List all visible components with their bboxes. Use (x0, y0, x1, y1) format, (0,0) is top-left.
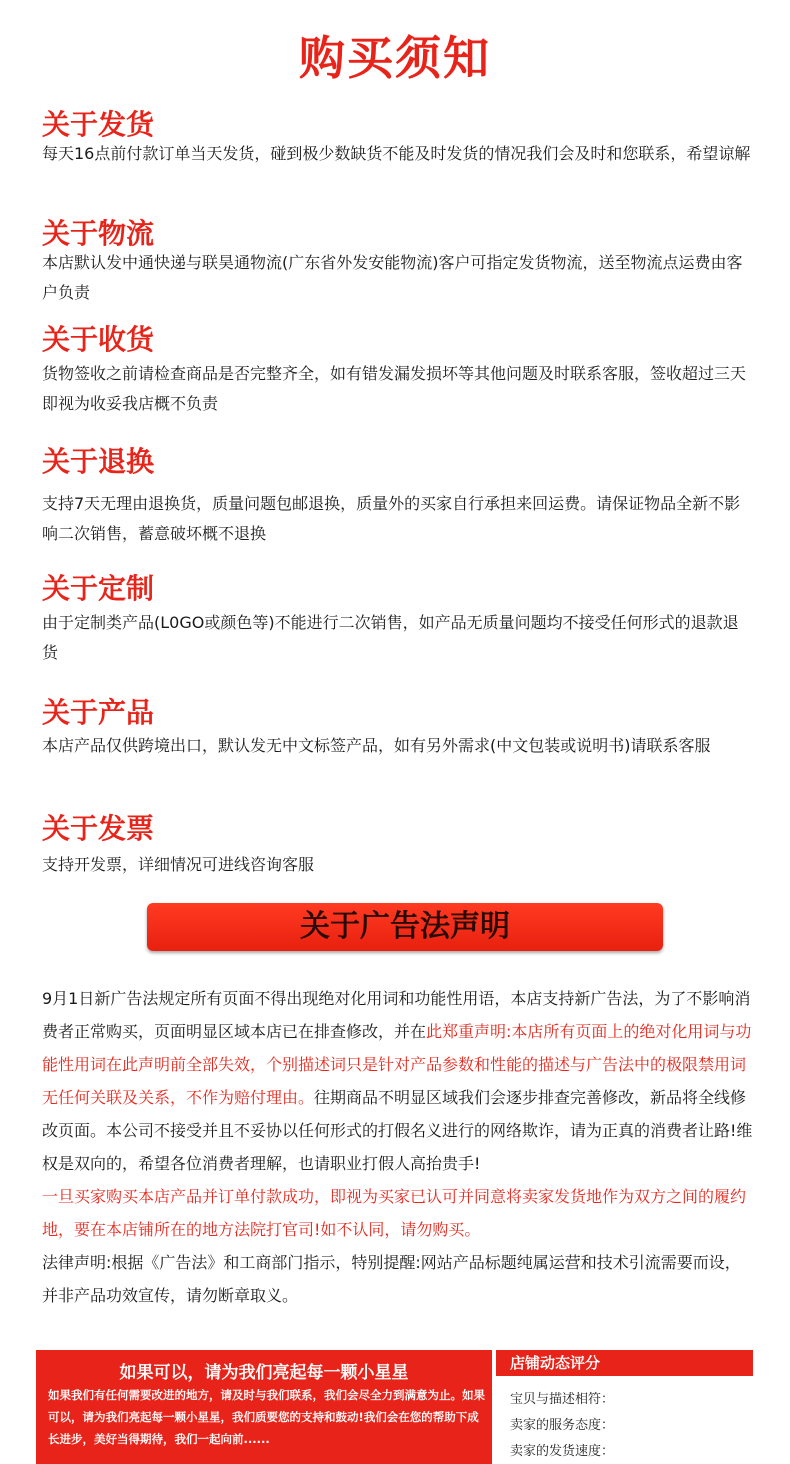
rating-service-attitude: 卖家的服务态度： (510, 1418, 615, 1433)
section-heading-shipping: 关于发货 (42, 108, 155, 141)
section-text-products: 本店产品仅供跨境出口，默认发无中文标签产品，如有另外需求(中文包装或说明书)请联系客服 (42, 736, 711, 755)
section-heading-logistics: 关于物流 (42, 217, 155, 250)
section-heading-products: 关于产品 (42, 696, 155, 729)
rating-shipping-speed: 卖家的发货速度： (510, 1444, 615, 1459)
section-text-shipping: 每天16点前付款订单当天发货，碰到极少数缺货不能及时发货的情况我们会及时和您联系，希望谅解 (42, 144, 751, 163)
shop-rating-panel (496, 1350, 753, 1464)
section-text-logistics: 本店默认发中通快递与联昊通物流(广东省外发安能物流)客户可指定发货物流，送至物流点运费由客户负责 (42, 253, 743, 302)
section-text-receiving: 货物签收之前请检查商品是否完整齐全，如有错发漏发损坏等其他问题及时联系客服，签收超过三天即视为收妥我店概不负责 (42, 364, 747, 413)
ad-law-statement (42, 982, 754, 1312)
ad-law-text-continued: 往期商品不明显区域我们会逐步排查完善修改，新品将全线修改页面。本公司不接受并且不妥协以任何形式的打假名义进行的网络欺诈，请为正真的消费者让路!维权是双向的，希望各位消费者理解，也请职业打假人高抬贵手! (42, 1088, 753, 1173)
page-title: 购买须知 (299, 31, 491, 85)
appeal-title: 如果可以，请为我们亮起每一颗小星星 (119, 1363, 409, 1383)
section-text-custom: 由于定制类产品(L0GO或颜色等)不能进行二次销售，如产品无质量问题均不接受任何形式的退款退货 (42, 613, 739, 662)
section-text-returns: 支持7天无理由退换货，质量问题包邮退换，质量外的买家自行承担来回运费。请保证物品全新不影响二次销售，蓄意破坏概不退换 (42, 494, 741, 543)
ad-law-text-jurisdiction: 一旦买家购买本店产品并订单付款成功，即视为买家已认可并同意将卖家发货地作为双方之间的履约地，要在本店铺所在的地方法院打官司!如不认同，请勿购买。 (42, 1187, 747, 1239)
rating-description-match: 宝贝与描述相符： (510, 1392, 615, 1407)
ad-law-banner: 关于广告法声明 (147, 903, 663, 951)
ad-law-text-legal: 法律声明:根据《广告法》和工商部门指示，特别提醒:网站产品标题纯属运营和技术引流需要而设，并非产品功效宣传，请勿断章取义。 (42, 1253, 741, 1305)
star-rating-appeal (36, 1350, 492, 1464)
section-heading-receiving: 关于收货 (42, 323, 155, 356)
section-heading-invoice: 关于发票 (42, 812, 155, 845)
appeal-body: 如果我们有任何需要改进的地方，请及时与我们联系，我们会尽全力到满意为止。如果可以，请为我们亮起每一颗小星星，我们质要您的支持和鼓动!我们会在您的帮助下成长进步，美好当得期待，我们一起向前...... (48, 1388, 485, 1446)
section-text-invoice: 支持开发票，详细情况可进线咨询客服 (42, 855, 315, 874)
section-heading-custom: 关于定制 (42, 572, 155, 605)
ad-law-text-declaration: 此郑重声明:本店所有页面上的绝对化用词与功能性用词在此声明前全部失效，个别描述词只是针对产品参数和性能的描述与广告法中的极限禁用词无任何关联及关系，不作为赔付理由。 (42, 1022, 752, 1107)
shop-rating-title: 店铺动态评分 (496, 1350, 753, 1376)
ad-law-text-intro: 9月1日新广告法规定所有页面不得出现绝对化用词和功能性用语，本店支持新广告法，为了不影响消费者正常购买，页面明显区域本店已在排查修改，并在 (42, 989, 751, 1041)
section-heading-returns: 关于退换 (42, 445, 155, 478)
